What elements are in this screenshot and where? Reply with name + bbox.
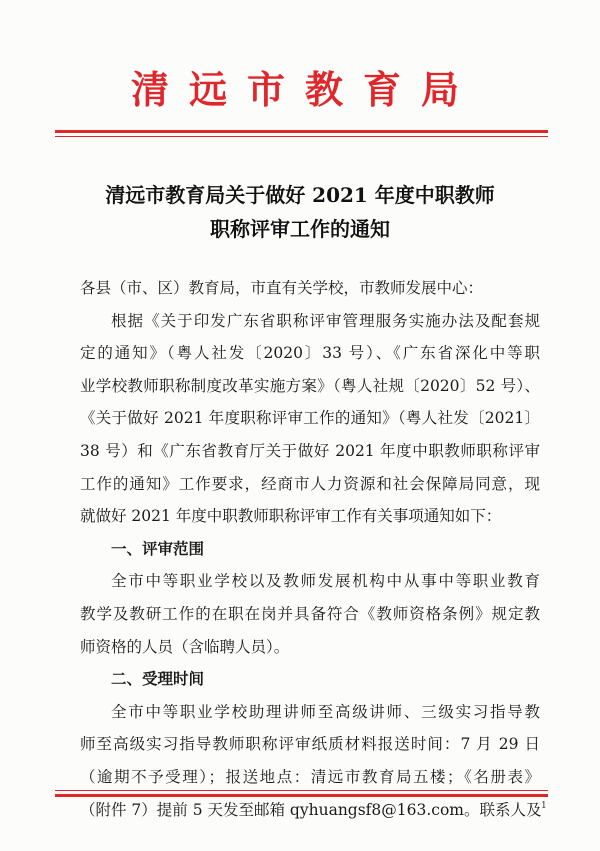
paragraph-line: 师至高级实习指导教师职称评审纸质材料报送时间：7 月 29 日: [80, 735, 540, 754]
notice-title-line-1: 清远市教育局关于做好 2021 年度中职教师: [105, 183, 495, 207]
masthead-title: 清远市教育局: [130, 67, 479, 112]
masthead-rule-thick: [55, 130, 548, 133]
footer-rule-thick: [55, 794, 548, 797]
paragraph-line: 定的通知》（粤人社发〔2020〕33 号）、《广东省深化中等职: [80, 344, 540, 363]
paragraph-line: （附件 7）提前 5 天发至邮箱 qyhuangsf8@163.com。联系人及: [80, 800, 542, 819]
paragraph-line: 就做好 2021 年度中职教师职称评审工作有关事项通知如下：: [80, 507, 502, 526]
section-heading-time: 二、受理时间: [111, 670, 205, 689]
paragraph-line: 《关于做好 2021 年度职称评审工作的通知》（粤人社发〔2021〕: [80, 409, 540, 428]
paragraph-line: 根据《关于印发广东省职称评审管理服务实施办法及配套规: [111, 311, 540, 330]
paragraph-line: 全市中等职业学校以及教师发展机构中从事中等职业教育: [111, 572, 540, 591]
paragraph-line: 业学校教师职称制度改革实施方案》（粤人社规〔2020〕52 号）、: [80, 376, 540, 395]
footer-rule-thin: [55, 790, 548, 791]
paragraph-line: 师资格的人员（含临聘人员）。: [80, 637, 290, 656]
paragraph-line: 38 号）和《广东省教育厅关于做好 2021 年度中职教师职称评审: [80, 441, 540, 460]
masthead-rule-thin: [55, 136, 548, 137]
notice-title-line-2: 职称评审工作的通知: [210, 217, 390, 241]
paragraph-line: 教学及教研工作的在职在岗并具备符合《教师资格条例》规定教: [80, 604, 540, 623]
salutation: 各县（市、区）教育局，市直有关学校，市教师发展中心：: [80, 279, 484, 297]
notice-body: [80, 272, 540, 826]
page-number: 1: [541, 801, 547, 811]
paragraph-line: 全市中等职业学校助理讲师至高级讲师、三级实习指导教: [111, 702, 540, 721]
paragraph-line: （逾期不予受理）；报送地点：清远市教育局五楼；《名册表》: [80, 767, 540, 786]
paragraph-line: 工作的通知》工作要求，经商市人力资源和社会保障局同意，现: [80, 474, 540, 493]
section-heading-scope: 一、评审范围: [111, 539, 205, 558]
notice-title: [0, 178, 600, 246]
